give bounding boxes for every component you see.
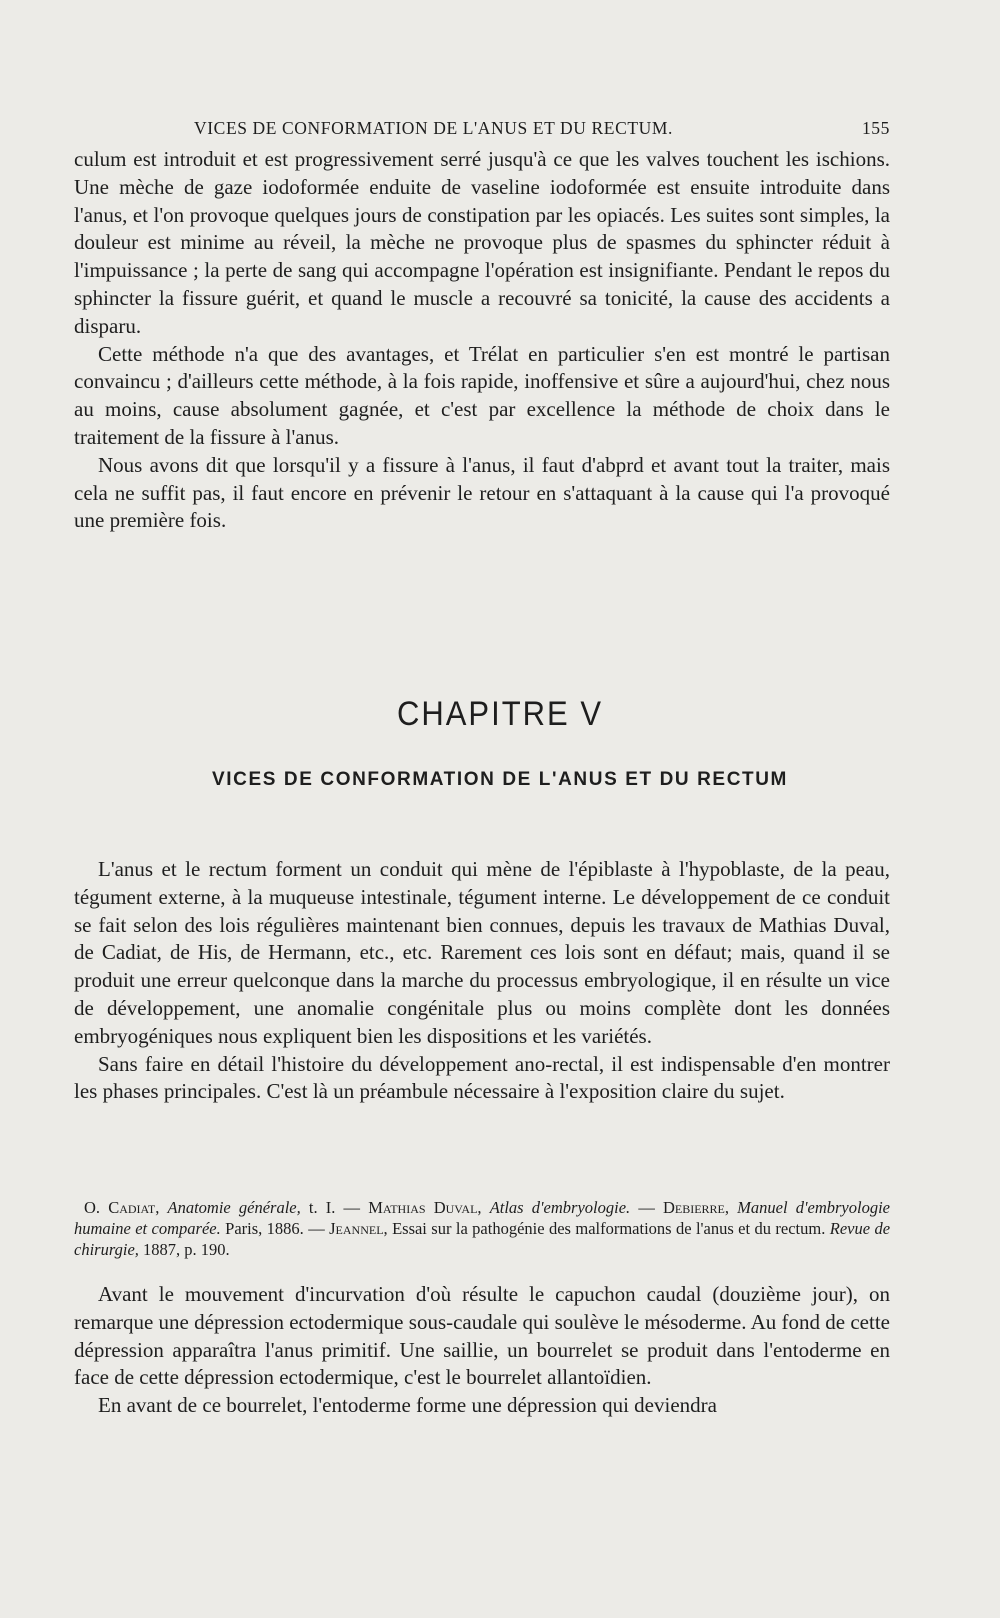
paragraph: Cette méthode n'a que des avantages, et Trélat en particulier s'en est montré le partisan convaincu ; d'ailleurs cette méthode, à la fois rapide, inoffensive et sûre a aujourd'hui, chez nous au moins, cause absolument gagnée, et c'est par excellence la méthode de choix dans le traitement de la fissure à l'anus. [74, 341, 890, 449]
footnote-work: Manuel d'embryologie humaine et comparée. [74, 1198, 890, 1238]
footnote-journal: Revue de chirurgie, [74, 1219, 891, 1259]
footnote-author: O. Cadiat, [84, 1198, 160, 1217]
paragraph: Nous avons dit que lorsqu'il y a fissure à l'anus, il faut d'abprd et avant tout la traiter, mais cela ne suffit pas, il faut encore en prévenir le retour en s'attaquant à la cause qui l'a provoqué une première fois. [74, 452, 890, 533]
footnote [74, 1197, 890, 1260]
footnote-ref: t. I. — [308, 1198, 361, 1217]
running-title: VICES DE CONFORMATION DE L'ANUS ET DU RECTUM. [194, 118, 674, 138]
footnote-work: Anatomie générale, [167, 1198, 301, 1217]
footnote-title: Essai sur la pathogénie des malformations de l'anus et du rectum. [392, 1219, 826, 1238]
paragraph: Avant le mouvement d'incurvation d'où résulte le capuchon caudal (douzième jour), on remarque une dépression ectodermique sous-caudale qui soulève le mésoderme. Au fond de cette dépression apparaîtra l'anus primitif. Une saillie, un bourrelet se produit dans l'entoderme en face de cette dépression ectodermique, c'est le bourrelet allantoïdien. [74, 1282, 890, 1390]
chapter-subtitle: VICES DE CONFORMATION DE L'ANUS ET DU RECTUM [212, 769, 788, 790]
footnote-separator: — [638, 1198, 655, 1217]
bottom-text-section [74, 1281, 890, 1420]
footnote-author: Jeannel, [329, 1219, 388, 1238]
paragraph: En avant de ce bourrelet, l'entoderme forme une dépression qui deviendra [98, 1393, 717, 1418]
footnote-ref: 1887, p. 190. [143, 1240, 230, 1259]
intro-text-section [74, 856, 890, 1106]
chapter-heading: CHAPITRE V [396, 694, 604, 733]
footnote-text [74, 1197, 890, 1260]
footnote-author: Debierre, [662, 1198, 730, 1217]
paragraph: L'anus et le rectum forment un conduit qui mène de l'épiblaste à l'hypoblaste, de la peau, tégument externe, à la muqueuse intestinale, tégument interne. Le développement de ce conduit se fait selon des lois régulières maintenant bien connues, depuis les travaux de Mathias Duval, de Cadiat, de His, de Hermann, etc., etc. Rarement ces lois sont en défaut; mais, quand il se produit une erreur quelconque dans la marche du processus embryologique, il en résulte un vice de développement, une anomalie congénitale plus ou moins complète dont les données embryogéniques nous expliquent bien les dispositions et les variétés. [74, 857, 890, 1048]
footnote-work: Atlas d'embryologie. [489, 1198, 631, 1217]
top-text-section [74, 146, 890, 535]
paragraph: culum est introduit et est progressivement serré jusqu'à ce que les valves touchent les ischions. Une mèche de gaze iodoformée enduite de vaseline iodoformée est ensuite introduite dans l'anus, et l'on provoque quelques jours de constipation par les opiacés. Les suites sont simples, la douleur est minime au réveil, la mèche ne provoque plus de spasmes du sphincter réduit à l'impuissance ; la perte de sang qui accompagne l'opération est insignifiante. Pendant le repos du sphincter la fissure guérit, et quand le muscle a recouvré sa tonicité, la cause des accidents a disparu. [74, 147, 890, 338]
page-number: 155 [861, 118, 890, 138]
paragraph: Sans faire en détail l'histoire du développement ano-rectal, il est indispensable d'en montrer les phases principales. C'est là un préambule nécessaire à l'exposition claire du sujet. [74, 1051, 890, 1104]
footnote-ref: Paris, 1886. — [225, 1219, 325, 1238]
footnote-author: Mathias Duval, [368, 1198, 482, 1217]
